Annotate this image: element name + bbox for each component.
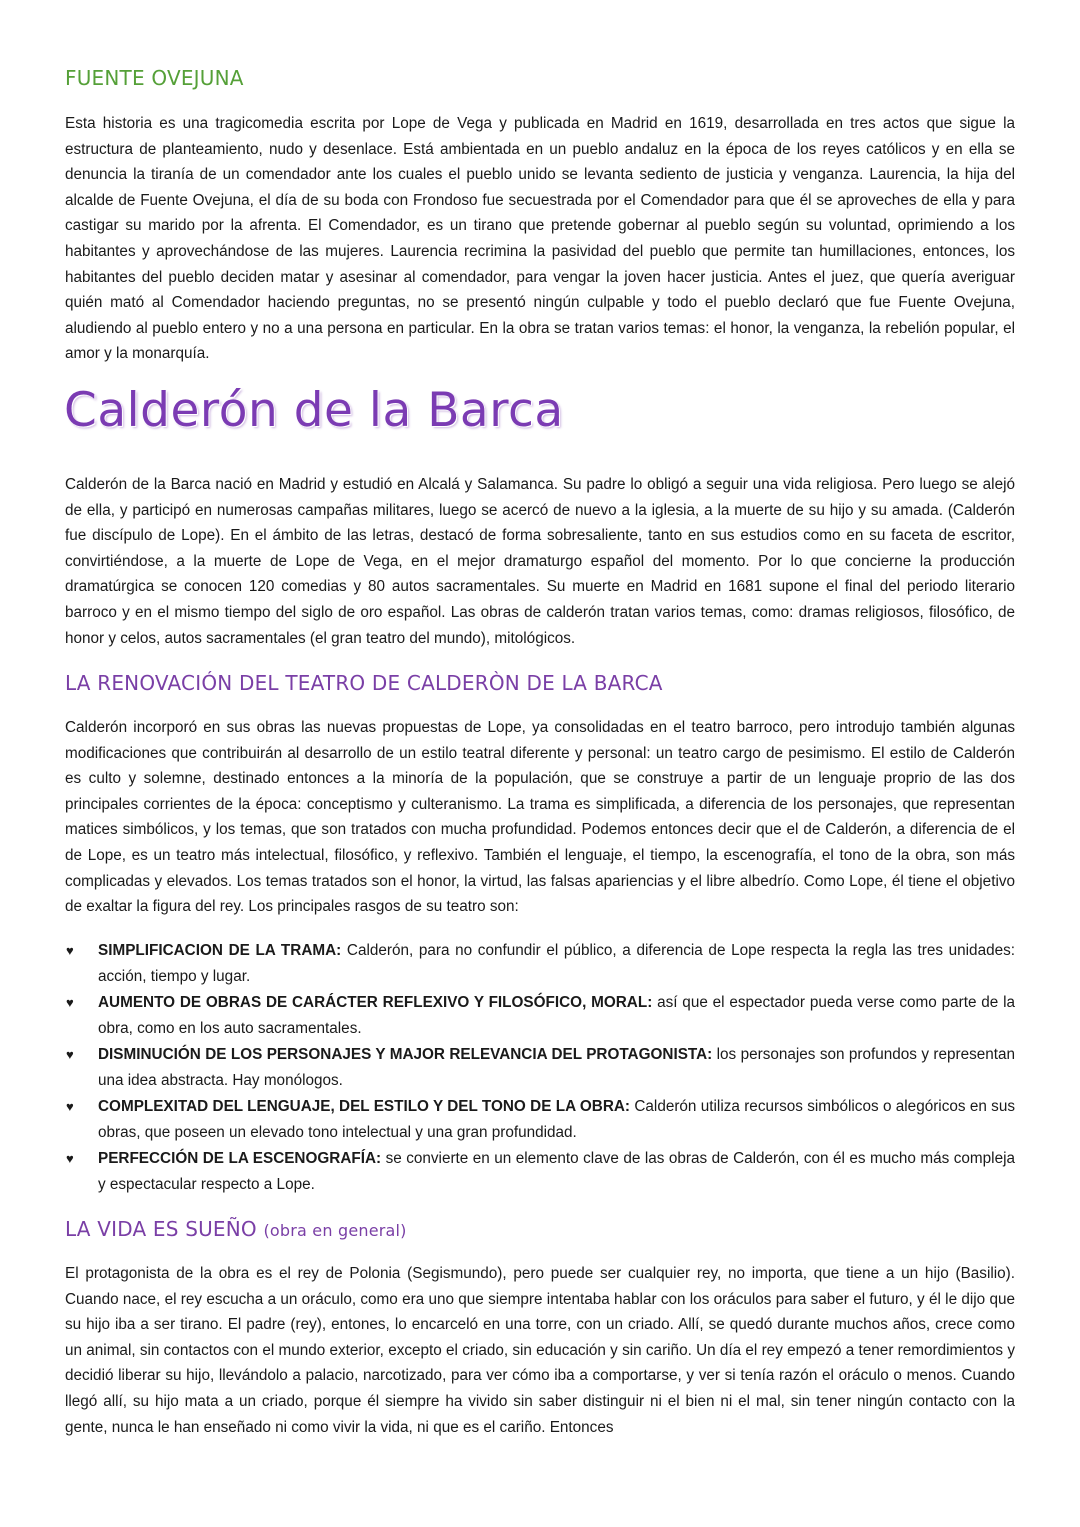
- renovacion-paragraph: Calderón incorporó en sus obras las nuevas propuestas de Lope, ya consolidadas en el teatro barroco, pero introdujo también algunas modificaciones que contribuirán al desarrollo de un estilo teatral diferente y personal: un teatro cargo de pesimismo. El estilo de Calderón es culto y solemne, destinado entonces a la minoría de la populación, que se construye a partir de un lenguaje proprio de las dos principales corrientes de la época: conceptismo y culteranismo. La trama es simplificada, a diferencia de los personajes, que representan matices simbólicos, y los temas, que son tratados con mucha profundidad. Podemos entonces decir que el de Calderón, a diferencia de el de Lope, es un teatro más intelectual, filosófico, y reflexivo. También el lenguaje, el tiempo, la escenografía, el tono de la obra, son más complicadas y elevados. Los temas tratados son el honor, la virtud, las falsas apariencias y el libre albedrío. Como Lope, él tiene el objetivo de exaltar la figura del rey. Los principales rasgos de su teatro son:: [65, 719, 1015, 916]
- feature-label: DISMINUCIÓN DE LOS PERSONAJES Y MAJOR RELEVANCIA DEL PROTAGONISTA:: [98, 1046, 713, 1064]
- calderon-paragraph: Calderón de la Barca nació en Madrid y estudió en Alcalá y Salamanca. Su padre lo obligó a seguir una vida religiosa. Pero luego se alejó de ella, y participó en numerosas campañas militares, luego se acercó de nuevo a la iglesia, a la muerte de su hijo y su amada. (Calderón fue discípulo de Lope). En el ámbito de las letras, destacó de forma sobresaliente, tanto en sus estudios como en su faceta de escritor, convirtiéndose, a la muerte de Lope de Vega, en el mejor dramaturgo español del momento. Por lo que concierne la producción dramatúrgica se conocen 120 comedias y 80 autos sacramentales. Su muerte en Madrid en 1681 supone el final del periodo literario barroco y en el mismo tiempo del siglo de oro español. Las obras de calderón tratan varios temas, como: dramas religiosos, filosófico, de honor y celos, autos sacramentales (el gran teatro del mundo), mitológicos.: [65, 476, 1015, 647]
- list-item: [65, 1094, 1015, 1146]
- list-item: [65, 990, 1015, 1042]
- list-item: [65, 938, 1015, 990]
- vida-heading-sub: (obra en general): [263, 1221, 407, 1240]
- fuente-ovejuna-paragraph: Esta historia es una tragicomedia escrita por Lope de Vega y publicada en Madrid en 1619, desarrollada en tres actos que sigue la estructura de planteamiento, nudo y desenlace. Está ambientada en un pueblo andaluz en la época de los reyes católicos y en ella se denuncia la tiranía de un comendador ante los cuales el pueblo unido se levanta sediento de justicia y venganza. Laurencia, la hija del alcalde de Fuente Ovejuna, el día de su boda con Frondoso fue secuestrada por el Comendador para que él se aproveches de ella y para castigar su marido por la afrenta. El Comendador, es un tirano que pretende gobernar al pueblo según su voluntad, oprimiendo a los habitantes y aprovechándose de las mujeres. Laurencia recrimina la pasividad del pueblo que permite tan humillaciones, entonces, los habitantes del pueblo deciden matar y asesinar al comendador, para vengar la joven hacer justicia. Antes el juez, que quería averiguar quién mató al Comendador haciendo preguntas, no se presentó ningún culpable y todo el pueblo declaró que fue Fuente Ovejuna, aludiendo al pueblo entero y no a una persona en particular. En la obra se tratan varios temas: el honor, la venganza, la rebelión popular, el amor y la monarquía.: [65, 115, 1015, 363]
- heart-bullet-icon: ♥: [66, 943, 74, 958]
- fuente-ovejuna-heading: FUENTE OVEJUNA: [65, 66, 244, 90]
- feature-text: se convierte en un elemento clave de las obras de Calderón, con él es mucho más compleja y espectacular respecto a Lope.: [98, 1150, 1015, 1194]
- calderon-title: Calderón de la Barca: [64, 383, 564, 438]
- renovacion-heading: LA RENOVACIÓN DEL TEATRO DE CALDERÒN DE LA BARCA: [65, 671, 663, 695]
- heart-bullet-icon: ♥: [66, 1151, 74, 1167]
- feature-text: así que el espectador pueda verse como parte de la obra, como en los auto sacramentales.: [98, 994, 1015, 1037]
- list-item: [65, 1146, 1015, 1198]
- vida-es-sueno-heading: [65, 1217, 407, 1241]
- feature-text: Calderón, para no confundir el público, a diferencia de Lope respecta la regla las tres unidades: acción, tiempo y lugar.: [98, 942, 1015, 985]
- feature-text: los personajes son profundos y representan una idea abstracta. Hay monólogos.: [98, 1046, 1016, 1089]
- vida-es-sueno-paragraph: El protagonista de la obra es el rey de Polonia (Segismundo), pero puede ser cualquier rey, no importa, que tiene a un hijo (Basilio). Cuando nace, el rey escucha a un oráculo, como era uno que siempre intentaba hablar con los oráculos para saber el futuro, y él le dijo que su hijo iba a ser tirano. El padre (rey), entones, lo encarceló en una torre, con un criado. Allí, se quedó durante muchos años, crece como un animal, sin contactos con el mundo exterior, excepto el criado, sin educación y sin cariño. Un día el rey empezó a tener remordimientos y decidió liberar su hijo, llevándolo a palacio, narcotizado, para ver cómo iba a comportarse, y ver si tenía razón el oráculo o menos. Cuando llegó allí, su hijo mata a un criado, porque él siempre ha vivido sin saber distinguir ni el bien ni el mal, sin tener ningún contacto con la gente, nunca le han enseñado ni como vivir la vida, ni que es el cariño. Entonces: [65, 1265, 1015, 1436]
- heart-bullet-icon: ♥: [66, 1099, 74, 1115]
- heart-bullet-icon: ♥: [66, 995, 74, 1011]
- vida-heading-main: LA VIDA ES SUEÑO: [65, 1217, 257, 1241]
- feature-text: Calderón utiliza recursos simbólicos o alegóricos en sus obras, que poseen un elevado tono intelectual y una gran profundidad.: [98, 1098, 1015, 1142]
- features-list: [65, 938, 1015, 1198]
- list-item: [65, 1042, 1015, 1094]
- heart-bullet-icon: ♥: [66, 1047, 74, 1063]
- feature-label: SIMPLIFICACION DE LA TRAMA:: [98, 942, 342, 959]
- feature-label: PERFECCIÓN DE LA ESCENOGRAFÍA:: [98, 1150, 382, 1168]
- feature-label: AUMENTO DE OBRAS DE CARÁCTER REFLEXIVO Y FILOSÓFICO, MORAL:: [98, 994, 653, 1012]
- feature-label: COMPLEXITAD DEL LENGUAJE, DEL ESTILO Y DEL TONO DE LA OBRA:: [98, 1098, 631, 1116]
